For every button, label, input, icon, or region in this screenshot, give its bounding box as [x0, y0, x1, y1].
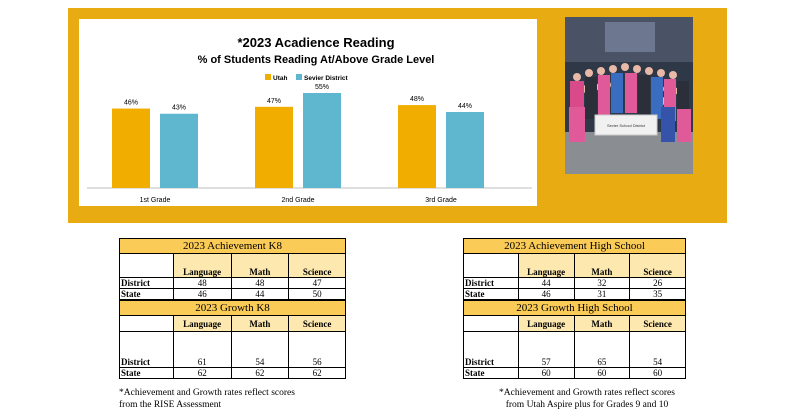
table-row: [120, 278, 346, 289]
x-tick-label: 2nd Grade: [281, 197, 315, 204]
cell: 60: [518, 368, 574, 379]
reading-chart: [79, 19, 537, 206]
table-title: 2023 Achievement High School: [464, 239, 686, 254]
cell: 62: [289, 368, 346, 379]
table-growth-k8: [119, 300, 346, 379]
cell: 48: [231, 278, 289, 289]
table-header-math: Math: [231, 254, 289, 278]
cell: 60: [574, 368, 630, 379]
cell: 48: [173, 278, 231, 289]
table-header-blank: [464, 316, 519, 332]
cell: 54: [231, 332, 289, 368]
cell: 31: [574, 289, 630, 300]
table-row: [464, 368, 686, 379]
cell: 62: [173, 368, 231, 379]
cell: 57: [518, 332, 574, 368]
row-label: District: [120, 332, 174, 368]
cell: 26: [630, 278, 686, 289]
table-title: 2023 Growth K8: [120, 301, 346, 316]
table-header-science: Science: [630, 316, 686, 332]
table-header-science: Science: [630, 254, 686, 278]
table-header-math: Math: [231, 316, 289, 332]
note-k8: [119, 387, 359, 411]
cell: 50: [289, 289, 346, 300]
cell: 44: [518, 278, 574, 289]
table-header-blank: [464, 254, 519, 278]
table-row: [120, 368, 346, 379]
data-label: 47%: [266, 97, 282, 105]
note-hs-line1: *Achievement and Growth rates reflect scores: [499, 388, 675, 398]
cell: 46: [173, 289, 231, 300]
cell: 56: [289, 332, 346, 368]
cell: 65: [574, 332, 630, 368]
row-label: State: [464, 368, 519, 379]
check-text: Sevier School District: [606, 123, 646, 128]
table-row: [464, 332, 686, 368]
table-header-language: Language: [518, 254, 574, 278]
table-title: 2023 Achievement K8: [120, 239, 346, 254]
note-k8-line2: from the RISE Assessment: [119, 400, 222, 410]
table-header-language: Language: [173, 316, 231, 332]
table-header-language: Language: [518, 316, 574, 332]
table-row: [464, 289, 686, 300]
table-header-blank: [120, 254, 174, 278]
row-label: District: [120, 278, 174, 289]
table-growth-hs: [463, 300, 686, 379]
table-header-math: Math: [574, 316, 630, 332]
bar-sevier-district-3: [446, 112, 484, 188]
row-label: State: [120, 368, 174, 379]
chart-title: *2023 Acadience Reading: [237, 35, 395, 50]
data-label: 55%: [314, 84, 330, 91]
bar-utah-1: [112, 109, 150, 188]
table-header-blank: [120, 316, 174, 332]
row-label: State: [464, 289, 519, 300]
table-title: 2023 Growth High School: [464, 301, 686, 316]
cell: 62: [231, 368, 289, 379]
x-tick-label: 1st Grade: [139, 197, 171, 204]
table-header-science: Science: [289, 254, 346, 278]
table-header-language: Language: [173, 254, 231, 278]
table-header-science: Science: [289, 316, 346, 332]
table-row: [120, 332, 346, 368]
bar-utah-3: [398, 105, 436, 188]
data-label: 44%: [457, 103, 473, 110]
legend-label-utah: Utah: [273, 75, 288, 82]
data-label: 48%: [409, 96, 425, 104]
table-row: [120, 289, 346, 300]
team-photo-image: [565, 17, 693, 174]
team-photo: [565, 17, 693, 174]
table-row: [464, 278, 686, 289]
chart-panel: [79, 19, 537, 206]
table-header-math: Math: [574, 254, 630, 278]
note-k8-line1: *Achievement and Growth rates reflect scores: [119, 388, 295, 398]
chart-subtitle: % of Students Reading At/Above Grade Level: [197, 54, 435, 66]
cell: 61: [173, 332, 231, 368]
row-label: District: [464, 278, 519, 289]
cell: 47: [289, 278, 346, 289]
bar-sevier-district-1: [160, 114, 198, 188]
bar-utah-2: [255, 107, 293, 188]
note-hs-line2: from Utah Aspire plus for Grades 9 and 10: [505, 400, 669, 410]
cell: 35: [630, 289, 686, 300]
row-label: State: [120, 289, 174, 300]
table-achievement-k8: [119, 238, 346, 300]
cell: 32: [574, 278, 630, 289]
cell: 44: [231, 289, 289, 300]
data-label: 46%: [123, 99, 139, 107]
note-hs: [467, 387, 707, 411]
row-label: District: [464, 332, 519, 368]
data-label: 43%: [171, 104, 187, 112]
cell: 60: [630, 368, 686, 379]
cell: 54: [630, 332, 686, 368]
bar-sevier-district-2: [303, 93, 341, 188]
legend-swatch-utah: [265, 74, 271, 80]
legend-swatch-sevier: [296, 74, 302, 80]
x-tick-label: 3rd Grade: [425, 197, 457, 204]
cell: 46: [518, 289, 574, 300]
table-achievement-hs: [463, 238, 686, 300]
legend-label-sevier: Sevier District: [304, 75, 348, 82]
